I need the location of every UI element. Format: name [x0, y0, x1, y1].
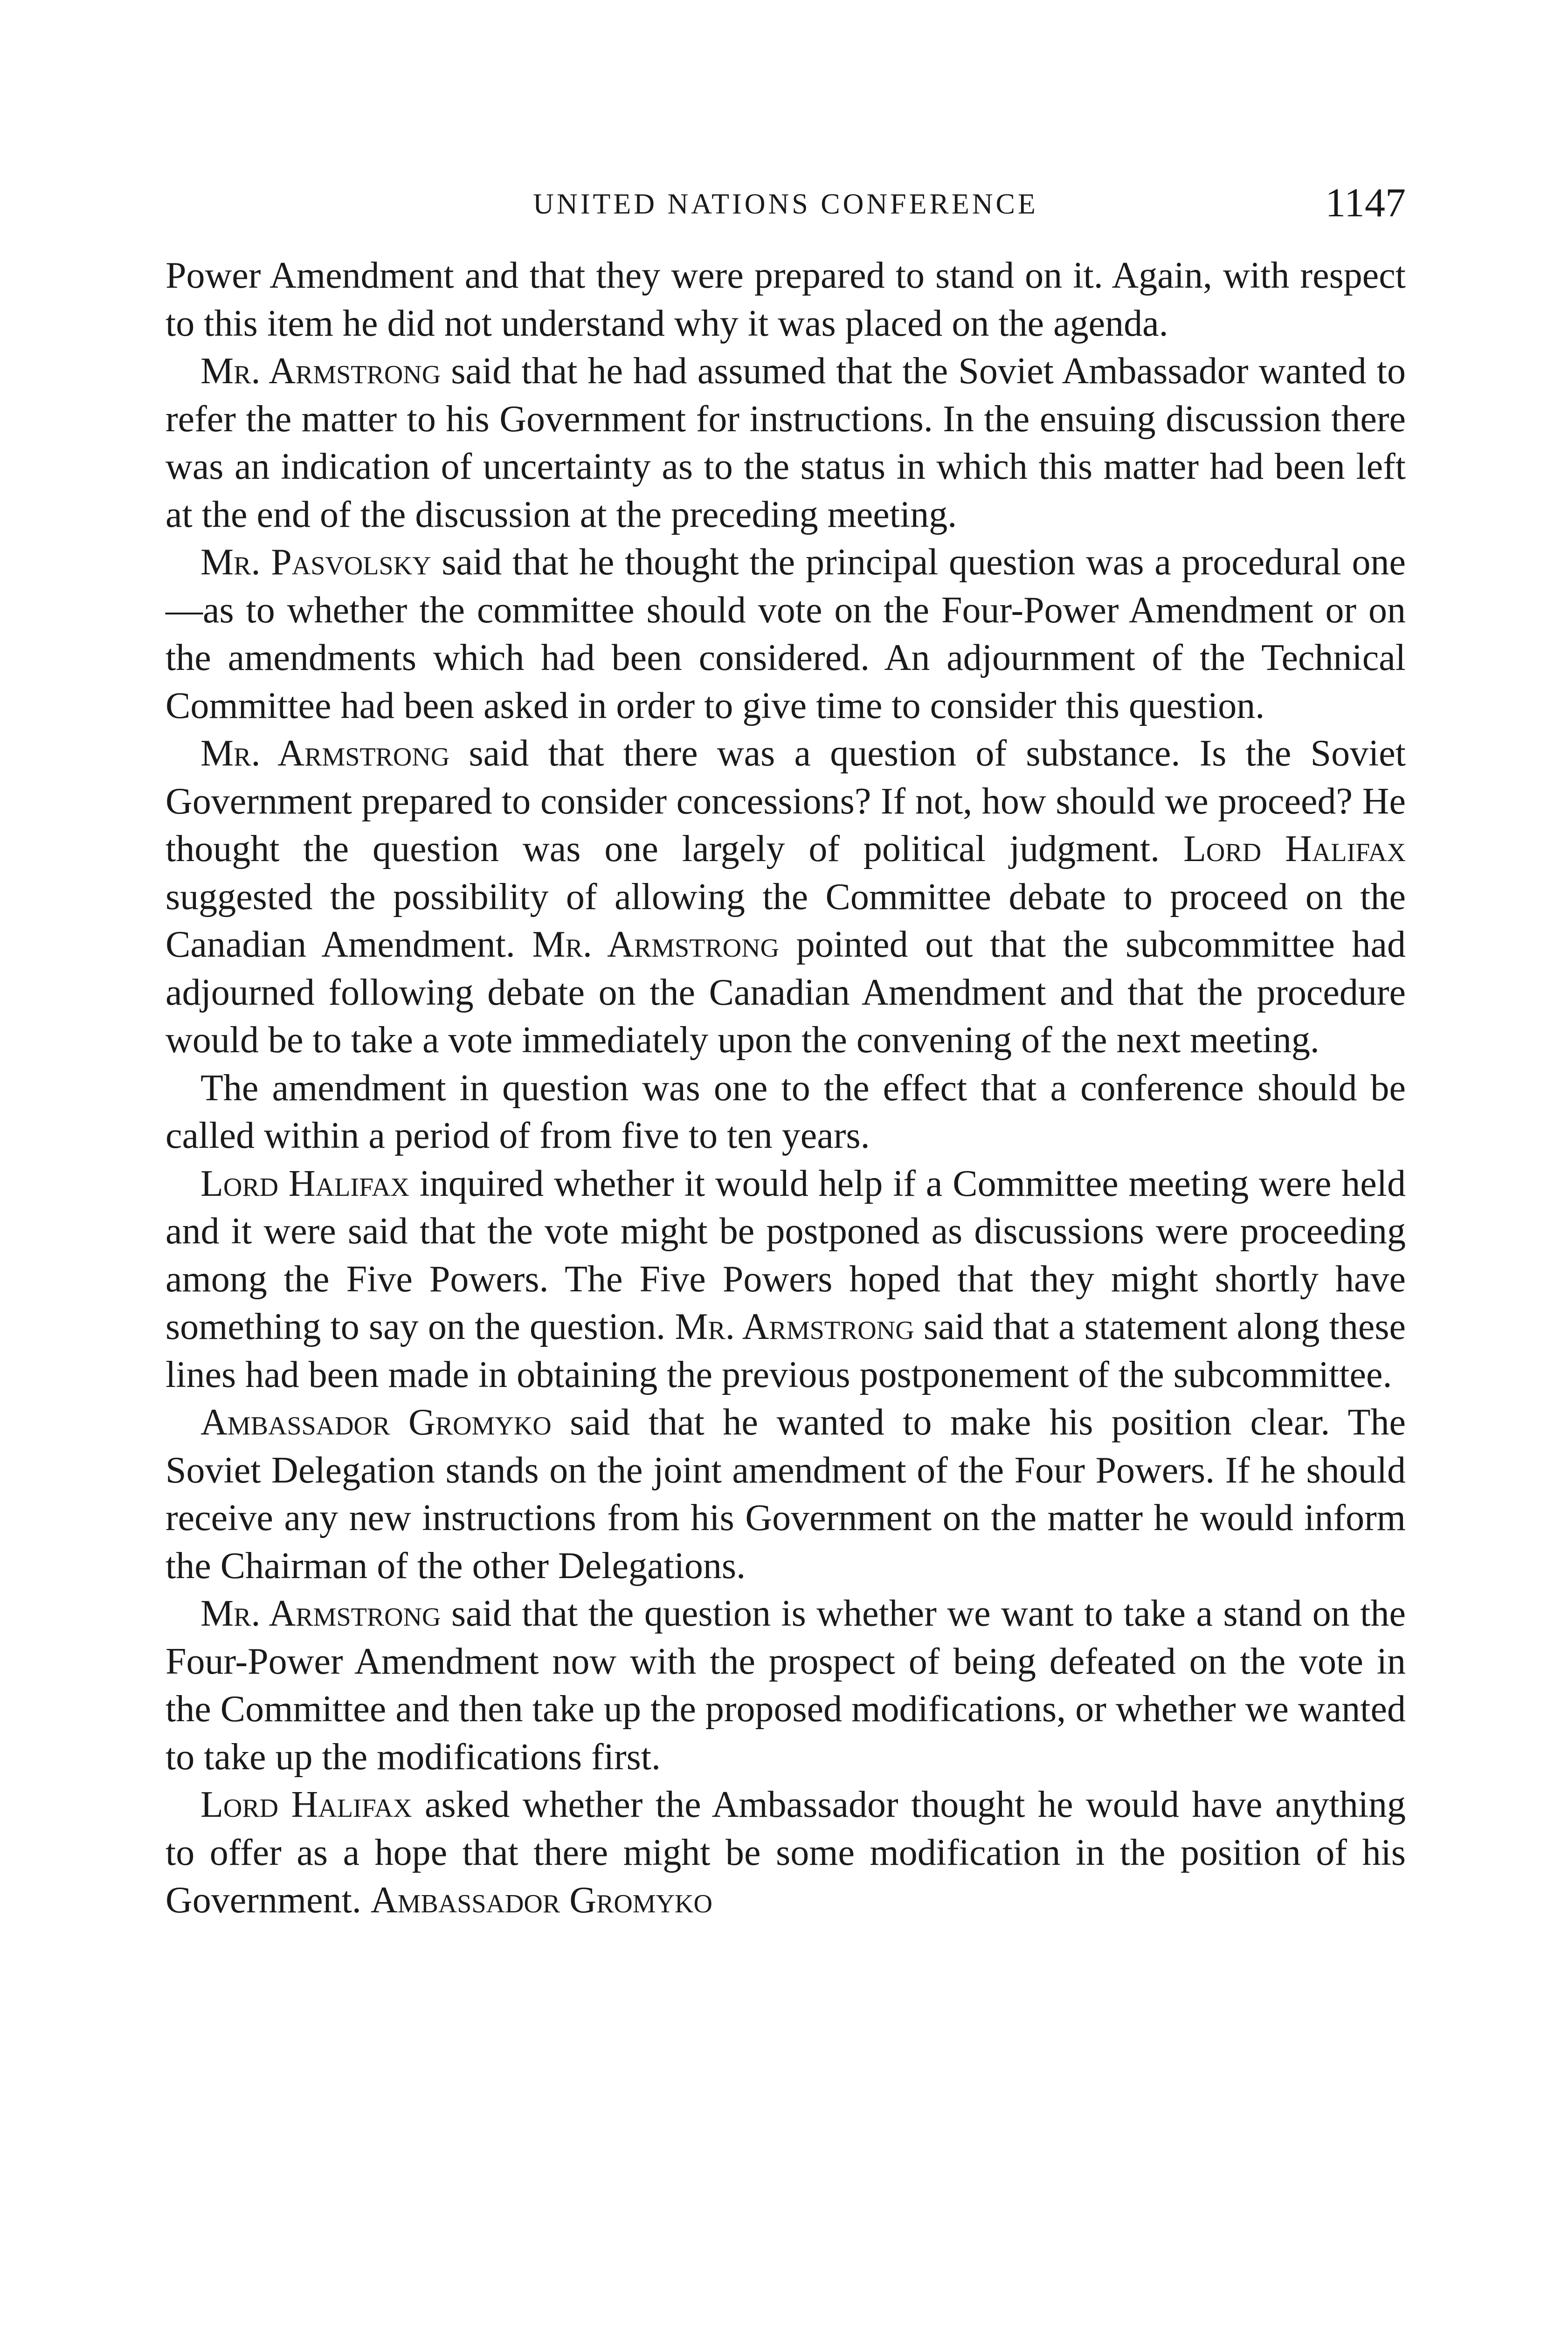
speaker-name: Lord Halifax — [200, 1163, 409, 1204]
paragraph — [166, 1590, 1406, 1781]
speaker-name: Mr. Armstrong — [675, 1306, 914, 1347]
speaker-name: Mr. Armstrong — [200, 1593, 441, 1634]
paragraph-text: said that the question is whether we want to take a stand on the Four-Power Amendment now with the prospect of being defeated on the vote in the Committee and then take up the proposed modifications, or whether we wanted to take up the modifications first. — [166, 1593, 1406, 1778]
speaker-name: Lord Halifax — [1183, 828, 1406, 869]
paragraph-text: said that there was a question of substance. Is the Soviet Government prepared to consider concessions? If not, how should we proceed? He thought the question was one largely of political judgment. — [166, 733, 1406, 869]
paragraph — [166, 1160, 1406, 1399]
running-head — [166, 179, 1406, 231]
paragraph — [166, 1399, 1406, 1590]
speaker-name: Ambassador Gromyko — [370, 1880, 712, 1921]
paragraph-text: asked whether the Ambassador thought he would have anything to offer as a hope that there might be some modification in the position of his Government. — [166, 1784, 1406, 1921]
page-number: 1147 — [1325, 180, 1406, 226]
speaker-name: Lord Halifax — [200, 1784, 412, 1825]
running-title: UNITED NATIONS CONFERENCE — [533, 188, 1038, 220]
paragraph-text: said that he wanted to make his position clear. The Soviet Delegation stands on the joint amendment of the Four Powers. If he should receive any new instructions from his Government on the matter he would inform the Chairman of the other Delegations. — [166, 1402, 1406, 1586]
paragraph — [166, 252, 1406, 347]
speaker-name: Mr. Armstrong — [200, 351, 441, 392]
paragraph-text: Power Amendment and that they were prepared to stand on it. Again, with respect to this item he did not understand why it was placed on the agenda. — [166, 255, 1406, 344]
speaker-name: Mr. Armstrong — [200, 733, 450, 774]
paragraph-text: The amendment in question was one to the effect that a conference should be called within a period of from five to ten years. — [166, 1067, 1406, 1156]
paragraph-text: suggested the possibility of allowing the Committee debate to proceed on the Canadian Amendment. — [166, 876, 1406, 965]
paragraph — [166, 538, 1406, 730]
speaker-name: Ambassador Gromyko — [200, 1402, 552, 1443]
paragraph-text: inquired whether it would help if a Committee meeting were held and it were said that the vote might be postponed as discussions were proceeding among the Five Powers. The Five Powers hoped that they might shortly have something to say on the question. — [166, 1163, 1406, 1347]
paragraph-text: said that a statement along these lines had been made in obtaining the previous postponement of the subcommittee. — [166, 1306, 1406, 1395]
paragraph — [166, 730, 1406, 1064]
paragraph — [166, 1064, 1406, 1160]
body-text — [166, 252, 1406, 1924]
paragraph-text: said that he thought the principal question was a procedural one—as to whether the committee should vote on the Four-Power Amendment or on the amendments which had been considered. An adjournment of the Technical Committee had been asked in order to give time to consider this question. — [166, 542, 1406, 726]
paragraph-text: said that he had assumed that the Soviet Ambassador wanted to refer the matter to his Government for instructions. In the ensuing discussion there was an indication of uncertainty as to the status in which this matter had been left at the end of the discussion at the preceding meeting. — [166, 351, 1406, 535]
speaker-name: Mr. Pasvolsky — [200, 542, 431, 583]
speaker-name: Mr. Armstrong — [532, 924, 780, 965]
paragraph — [166, 1781, 1406, 1924]
paragraph-text: pointed out that the subcommittee had adjourned following debate on the Canadian Amendment and that the procedure would be to take a vote immediately upon the convening of the next meeting. — [166, 924, 1406, 1061]
paragraph — [166, 347, 1406, 538]
